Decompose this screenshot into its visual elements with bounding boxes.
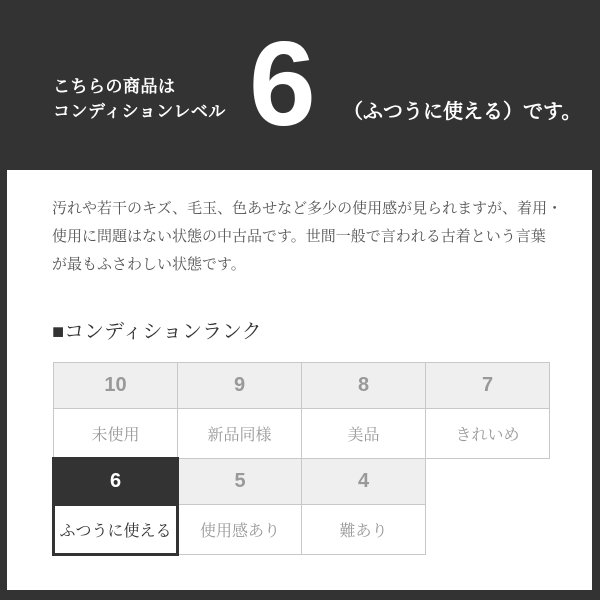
rank-cell-8: 8	[302, 363, 426, 409]
rank-label-10: 未使用	[54, 409, 178, 459]
description-line-1: 汚れや若干のキズ、毛玉、色あせなど多少の使用感が見られますが、着用・	[52, 200, 563, 217]
rank-label-9: 新品同様	[178, 409, 302, 459]
rank-label-5: 使用感あり	[178, 505, 302, 555]
rank-label-row-bottom	[54, 505, 550, 555]
intro-line-2: コンディションレベル	[53, 102, 226, 121]
rank-label-6-highlighted: ふつうに使える	[54, 505, 178, 555]
rank-cell-5: 5	[178, 459, 302, 505]
content-panel	[7, 170, 592, 590]
description-line-2: 使用に問題はない状態の中古品です。世間一般で言われる古着という言葉	[52, 228, 546, 245]
rank-cell-7: 7	[426, 363, 550, 409]
rank-label-4: 難あり	[302, 505, 426, 555]
rank-label-row-top	[54, 409, 550, 459]
rank-table	[52, 362, 550, 556]
rank-cell-4: 4	[302, 459, 426, 505]
level-number: 6	[249, 17, 316, 151]
rank-cell-empty	[426, 459, 550, 505]
intro-line-1: こちらの商品は	[53, 77, 176, 96]
level-label: （ふつうに使える）です。	[343, 101, 582, 123]
rank-number-row-bottom	[54, 459, 550, 505]
rank-section-heading: ■コンディションランク	[52, 321, 262, 343]
rank-label-7: きれいめ	[426, 409, 550, 459]
description-line-3: が最もふさわしい状態です。	[52, 256, 246, 273]
rank-cell-10: 10	[54, 363, 178, 409]
rank-label-empty	[426, 505, 550, 555]
header-band	[0, 0, 600, 170]
rank-label-8: 美品	[302, 409, 426, 459]
intro-text	[53, 74, 226, 124]
rank-number-row-top	[54, 363, 550, 409]
condition-description	[52, 195, 562, 279]
rank-cell-6-highlighted: 6	[54, 459, 178, 505]
rank-cell-9: 9	[178, 363, 302, 409]
